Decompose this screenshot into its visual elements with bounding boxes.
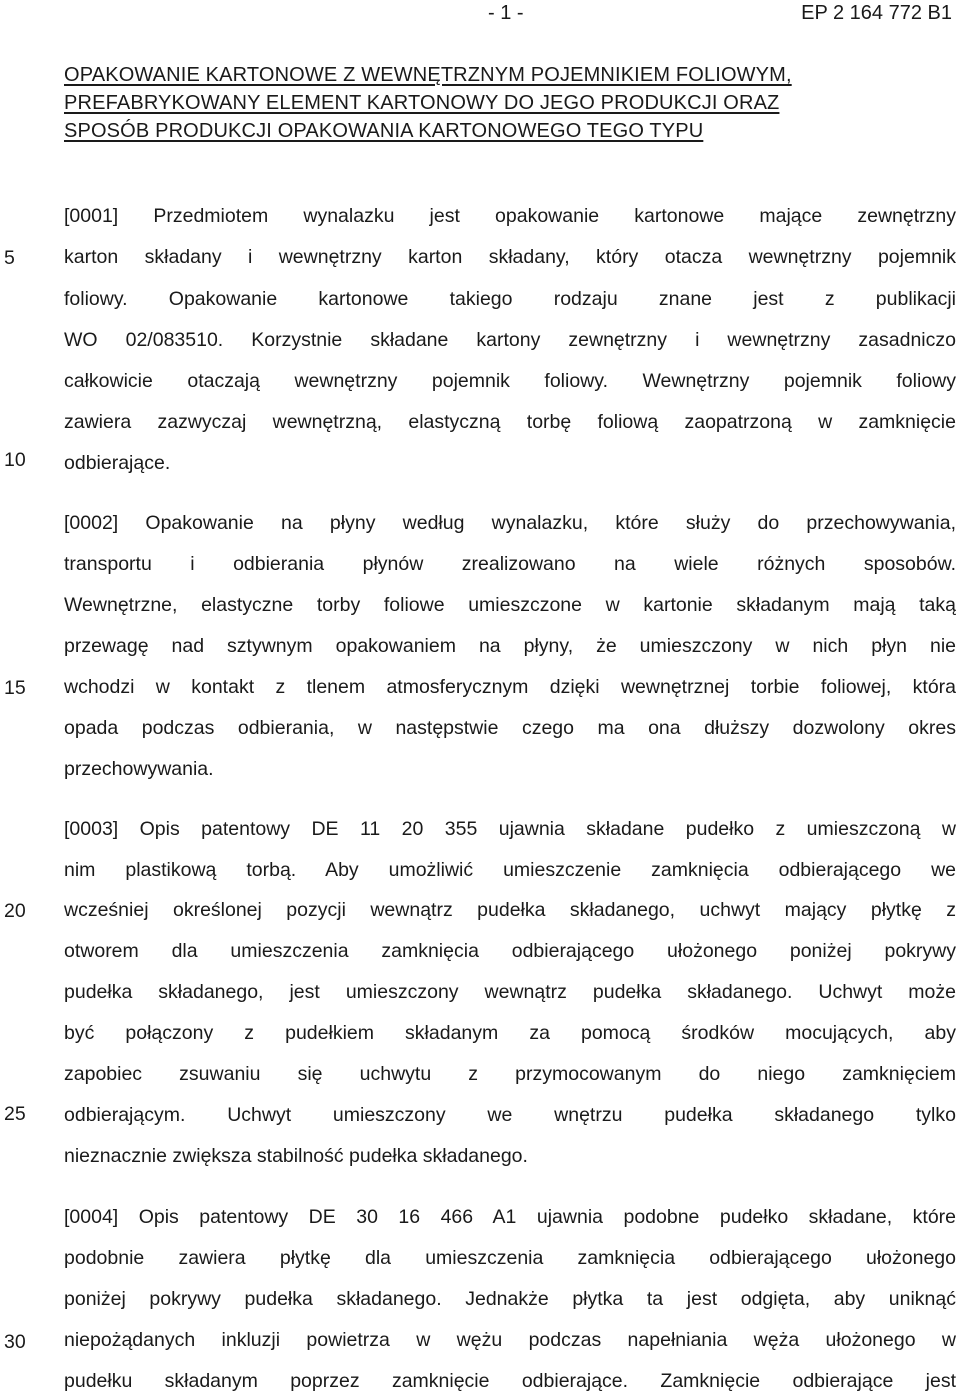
text-line: Wewnętrzne, elastyczne torby foliowe umieszczone w kartonie składanym mają taką xyxy=(64,594,956,616)
text-line: [0002] Opakowanie na płyny według wynalazku, które służy do przechowywania, xyxy=(64,512,956,534)
page-number: - 1 - xyxy=(488,2,524,24)
text-line: pudełka składanego, jest umieszczony wewnątrz pudełka składanego. Uchwyt może xyxy=(64,981,956,1003)
text-line: podobnie zawiera płytkę dla umieszczenia zamknięcia odbierającego ułożonego xyxy=(64,1247,956,1269)
margin-line-number: 5 xyxy=(4,247,15,269)
text-line: [0001] Przedmiotem wynalazku jest opakowanie kartonowe mające zewnętrzny xyxy=(64,205,956,227)
text-line: foliowy. Opakowanie kartonowe takiego rodzaju znane jest z publikacji xyxy=(64,288,956,310)
title-line: PREFABRYKOWANY ELEMENT KARTONOWY DO JEGO PRODUKCJI ORAZ xyxy=(64,92,780,114)
text-line: zapobiec zsuwaniu się uchwytu z przymocowanym do niego zamknięciem xyxy=(64,1063,956,1085)
text-line: nim plastikową torbą. Aby umożliwić umieszczenie zamknięcia odbierającego we xyxy=(64,859,956,881)
text-line: poniżej pokrywy pudełka składanego. Jednakże płytka ta jest odgięta, aby uniknąć xyxy=(64,1288,956,1310)
margin-line-number: 25 xyxy=(4,1103,26,1125)
text-line: przewagę nad sztywnym opakowaniem na płyny, że umieszczony w nich płyn nie xyxy=(64,635,956,657)
text-line: przechowywania. xyxy=(64,758,214,780)
document-title xyxy=(64,61,944,145)
title-line: OPAKOWANIE KARTONOWE Z WEWNĘTRZNYM POJEMNIKIEM FOLIOWYM, xyxy=(64,64,792,86)
text-line: niepożądanych inkluzji powietrza w wężu podczas napełniania węża ułożonego w xyxy=(64,1329,956,1351)
text-line: odbierające. xyxy=(64,452,171,474)
text-line: [0003] Opis patentowy DE 11 20 355 ujawnia składane pudełko z umieszczoną w xyxy=(64,818,956,840)
text-line: wcześniej określonej pozycji wewnątrz pudełka składanego, uchwyt mający płytkę z xyxy=(64,899,956,921)
text-line: nieznacznie zwiększa stabilność pudełka składanego. xyxy=(64,1145,528,1167)
margin-line-number: 15 xyxy=(4,677,26,699)
text-line: być połączony z pudełkiem składanym za pomocą środków mocujących, aby xyxy=(64,1022,956,1044)
text-line: karton składany i wewnętrzny karton składany, który otacza wewnętrzny pojemnik xyxy=(64,246,956,268)
title-line: SPOSÓB PRODUKCJI OPAKOWANIA KARTONOWEGO TEGO TYPU xyxy=(64,120,704,142)
margin-line-number: 30 xyxy=(4,1331,26,1353)
text-line: [0004] Opis patentowy DE 30 16 466 A1 ujawnia podobne pudełko składane, które xyxy=(64,1206,956,1228)
text-line: odbierającym. Uchwyt umieszczony we wnętrzu pudełka składanego tylko xyxy=(64,1104,956,1126)
patent-number: EP 2 164 772 B1 xyxy=(801,2,952,24)
margin-line-number: 20 xyxy=(4,900,26,922)
text-line: wchodzi w kontakt z tlenem atmosferycznym dzięki wewnętrznej torbie foliowej, która xyxy=(64,676,956,698)
text-line: zawiera zazwyczaj wewnętrzną, elastyczną torbę foliową zaopatrzoną w zamknięcie xyxy=(64,411,956,433)
text-line: opada podczas odbierania, w następstwie czego ma ona dłuższy dozwolony okres xyxy=(64,717,956,739)
text-line: pudełku składanym poprzez zamknięcie odbierające. Zamknięcie odbierające jest xyxy=(64,1370,956,1392)
text-line: otworem dla umieszczenia zamknięcia odbierającego ułożonego poniżej pokrywy xyxy=(64,940,956,962)
text-line: transportu i odbierania płynów zrealizowano na wiele różnych sposobów. xyxy=(64,553,956,575)
margin-line-number: 10 xyxy=(4,449,26,471)
text-line: WO 02/083510. Korzystnie składane kartony zewnętrzny i wewnętrzny zasadniczo xyxy=(64,329,956,351)
text-line: całkowicie otaczają wewnętrzny pojemnik foliowy. Wewnętrzny pojemnik foliowy xyxy=(64,370,956,392)
